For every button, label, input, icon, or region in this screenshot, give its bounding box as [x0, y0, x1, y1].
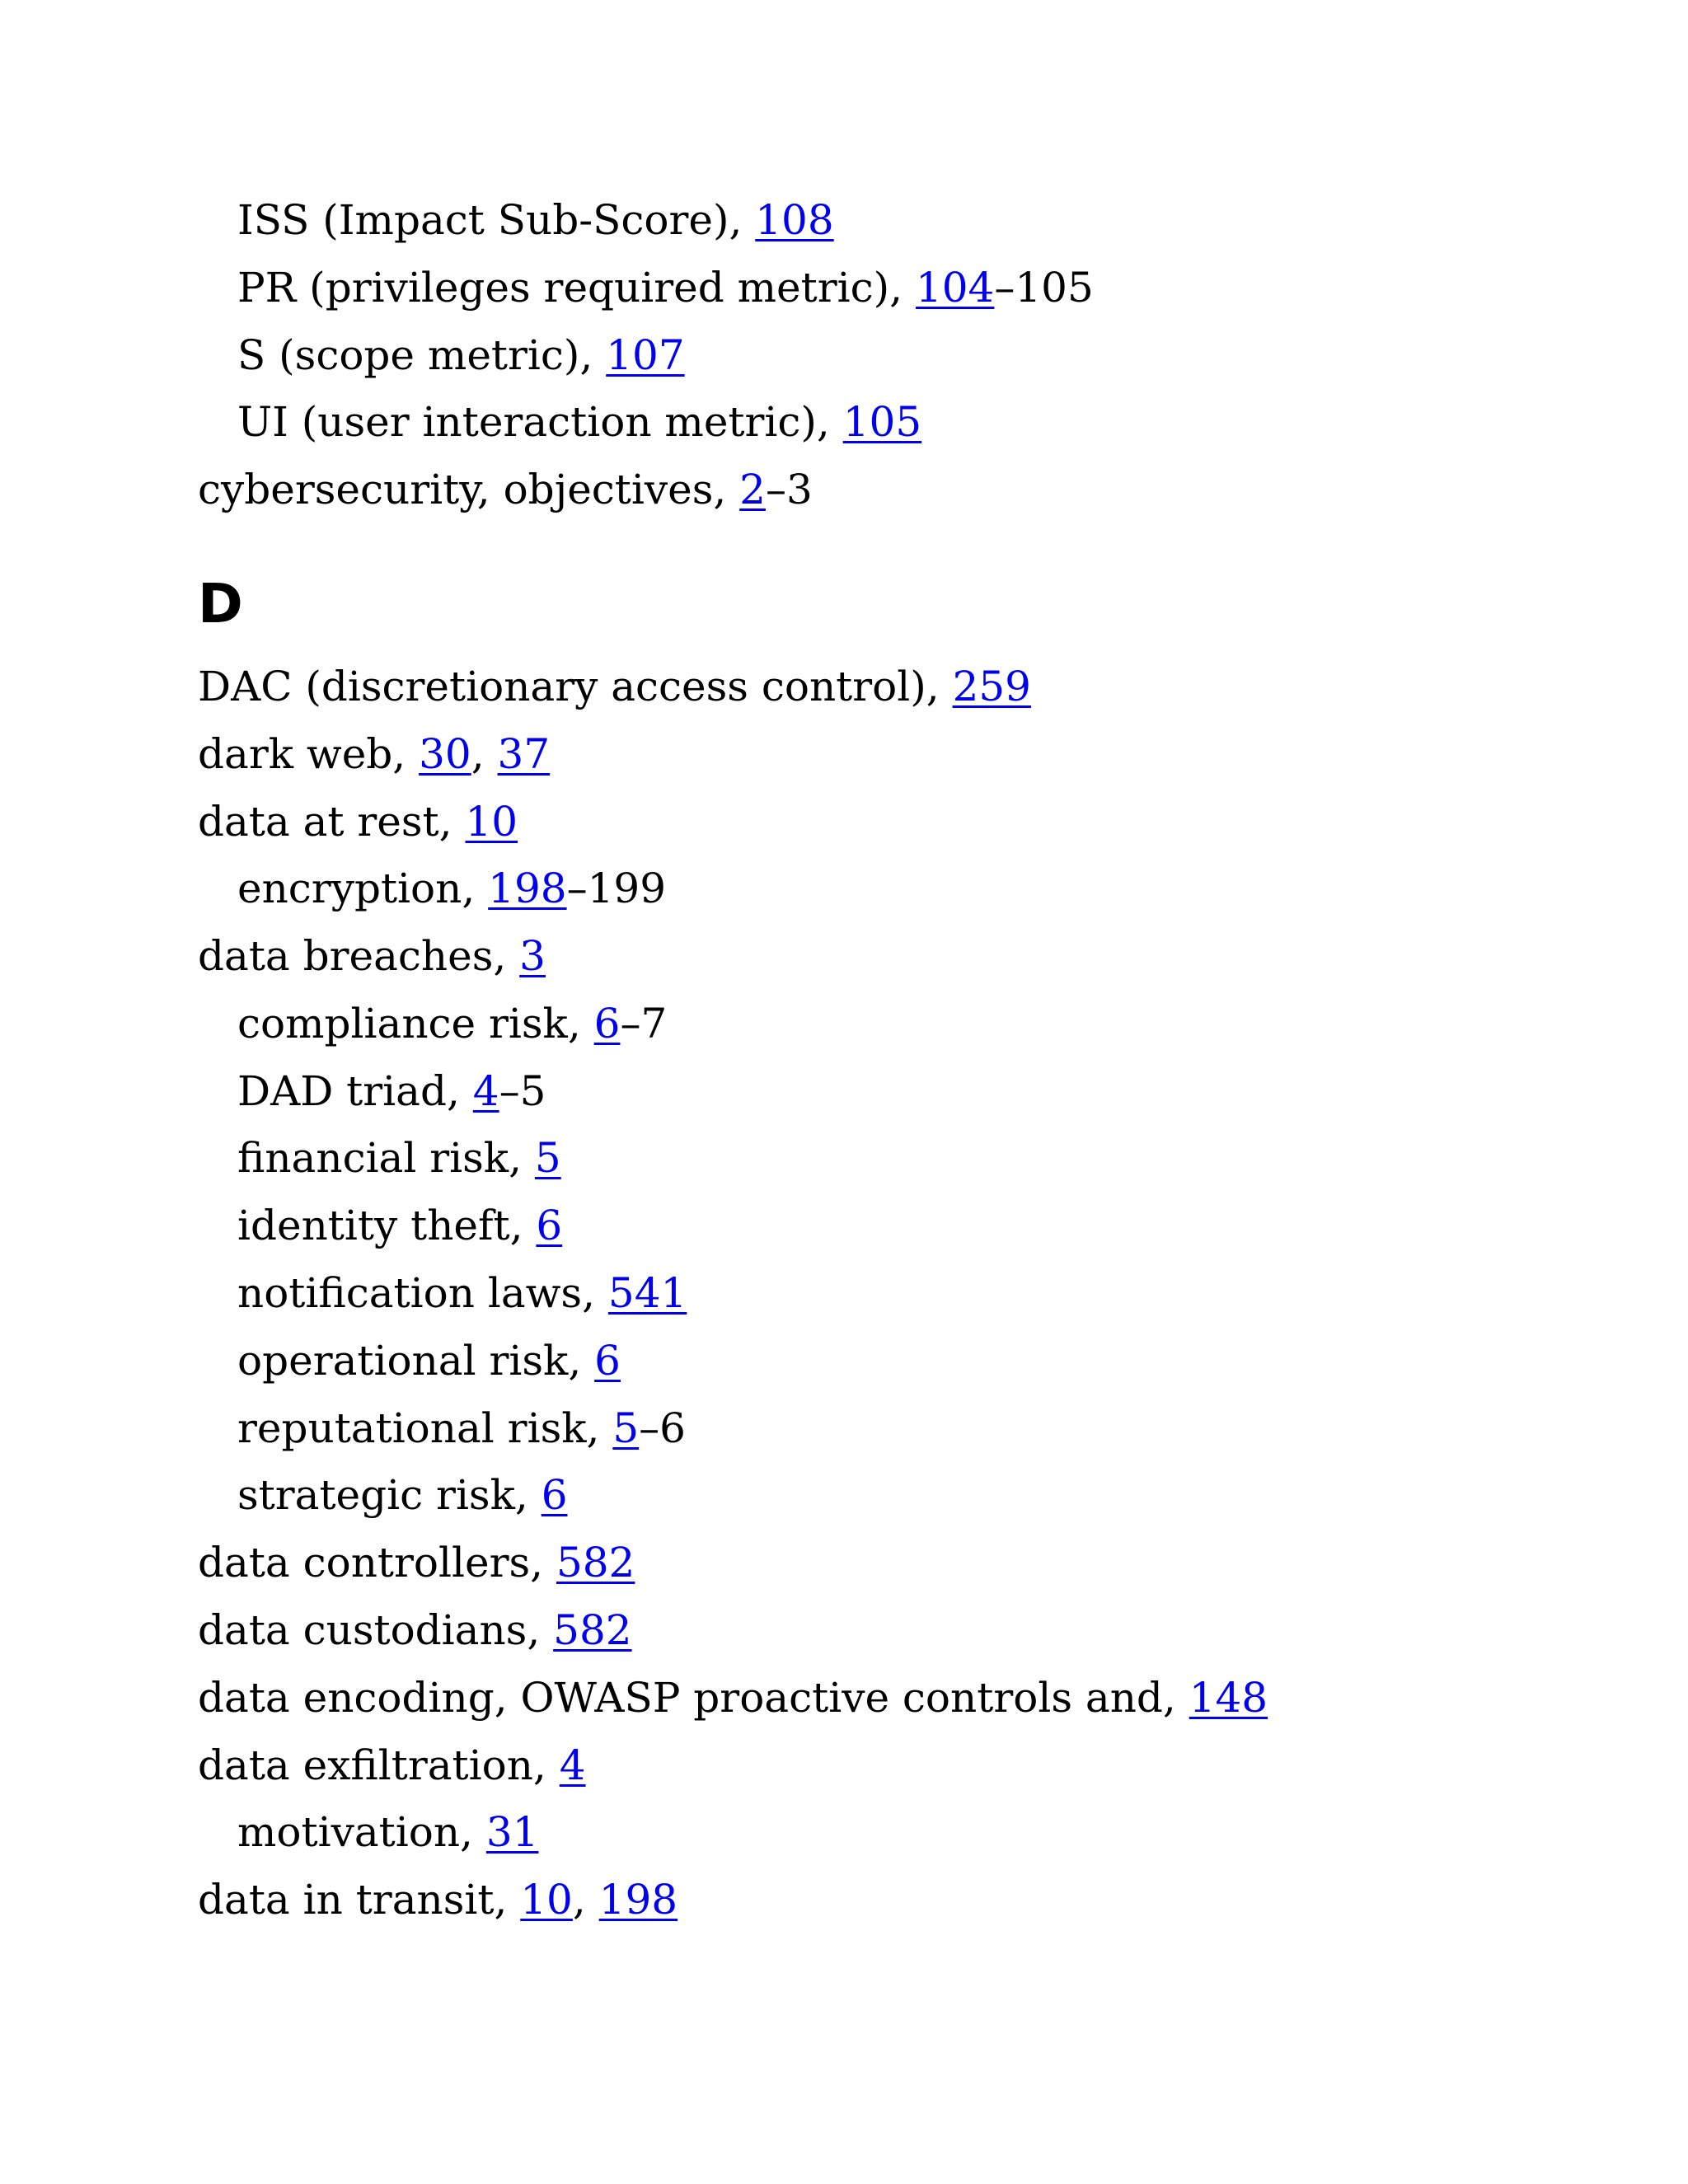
index-term: data controllers, [198, 1539, 556, 1586]
index-term: PR (privileges required metric), [237, 264, 916, 312]
index-term: UI (user interaction metric), [237, 398, 843, 446]
page-ref-link[interactable]: 3 [519, 932, 546, 980]
page-ref-link[interactable]: 582 [556, 1539, 635, 1586]
index-term: motivation, [237, 1808, 486, 1856]
index-entry [198, 1876, 678, 1924]
index-term: DAD triad, [237, 1067, 473, 1115]
index-term: encryption, [237, 865, 489, 912]
page-ref-link[interactable]: 6 [541, 1471, 568, 1519]
page-ref-link[interactable]: 31 [485, 1808, 539, 1856]
index-subentry [237, 1202, 563, 1249]
page-ref-link[interactable]: 105 [842, 398, 922, 446]
index-subentry [237, 1067, 546, 1115]
page-ref-link[interactable]: 104 [915, 264, 995, 312]
index-term: data at rest, [198, 798, 466, 846]
page-ref-link[interactable]: 2 [739, 466, 766, 513]
index-subentry [237, 398, 922, 446]
page-ref-link[interactable]: 4 [472, 1067, 499, 1115]
index-subentry [237, 865, 667, 912]
page-ref-link[interactable]: 582 [553, 1606, 632, 1654]
page-ref-link[interactable]: 30 [419, 730, 471, 778]
index-term: data encoding, OWASP proactive controls and, [198, 1674, 1189, 1722]
index-entry [198, 466, 813, 513]
index-entry [198, 1741, 586, 1789]
page-ref-text: , [471, 730, 498, 778]
page-ref-text: –7 [620, 1000, 668, 1047]
index-subentry [237, 196, 834, 244]
section-heading: D [198, 572, 243, 635]
page-ref-link[interactable]: 5 [612, 1404, 640, 1452]
index-entry [198, 1606, 632, 1654]
page-ref-link[interactable]: 108 [755, 196, 834, 244]
page-ref-link[interactable]: 4 [559, 1741, 586, 1789]
index-term: compliance risk, [237, 1000, 594, 1047]
index-term: DAC (discretionary access control), [198, 663, 953, 710]
page-ref-text: –6 [639, 1404, 686, 1452]
index-entry [198, 1674, 1268, 1722]
index-term: data in transit, [198, 1876, 521, 1924]
index-term: data exfiltration, [198, 1741, 560, 1789]
page-ref-link[interactable]: 541 [607, 1269, 687, 1317]
index-entry [198, 730, 551, 778]
index-term: strategic risk, [237, 1471, 542, 1519]
page-ref-text: , [572, 1876, 599, 1924]
index-subentry [237, 331, 685, 379]
page-ref-link[interactable]: 6 [593, 1000, 621, 1047]
index-subentry [237, 1471, 568, 1519]
index-subentry [237, 264, 1094, 312]
page-ref-link[interactable]: 10 [520, 1876, 573, 1924]
page-ref-link[interactable]: 148 [1189, 1674, 1268, 1722]
index-term: cybersecurity, objectives, [198, 466, 740, 513]
page-ref-link[interactable]: 6 [536, 1202, 563, 1249]
index-term: dark web, [198, 730, 420, 778]
index-entry [198, 1539, 635, 1586]
page-ref-link[interactable]: 37 [497, 730, 551, 778]
index-subentry [237, 1134, 561, 1182]
page-ref-link[interactable]: 259 [952, 663, 1031, 710]
page-ref-link[interactable]: 107 [606, 331, 685, 379]
page-ref-link[interactable]: 6 [594, 1337, 621, 1385]
index-subentry [237, 1404, 686, 1452]
page-ref-text: –3 [765, 466, 813, 513]
index-term: S (scope metric), [237, 331, 607, 379]
page-ref-text: –199 [566, 865, 667, 912]
index-entry [198, 798, 518, 846]
index-term: reputational risk, [237, 1404, 613, 1452]
index-subentry [237, 1000, 668, 1047]
index-subentry [237, 1269, 687, 1317]
page-ref-text: –105 [994, 264, 1094, 312]
page-ref-text: –5 [499, 1067, 546, 1115]
index-term: data breaches, [198, 932, 520, 980]
index-term: notification laws, [237, 1269, 608, 1317]
index-term: ISS (Impact Sub-Score), [237, 196, 756, 244]
index-entry [198, 932, 546, 980]
index-subentry [237, 1808, 539, 1856]
page-ref-link[interactable]: 198 [598, 1876, 678, 1924]
page-ref-link[interactable]: 198 [488, 865, 567, 912]
index-term: financial risk, [237, 1134, 535, 1182]
index-entry [198, 663, 1031, 710]
page-ref-link[interactable]: 5 [534, 1134, 561, 1182]
index-term: identity theft, [237, 1202, 537, 1249]
index-term: operational risk, [237, 1337, 595, 1385]
index-term: data custodians, [198, 1606, 554, 1654]
index-subentry [237, 1337, 621, 1385]
page-ref-link[interactable]: 10 [465, 798, 518, 846]
